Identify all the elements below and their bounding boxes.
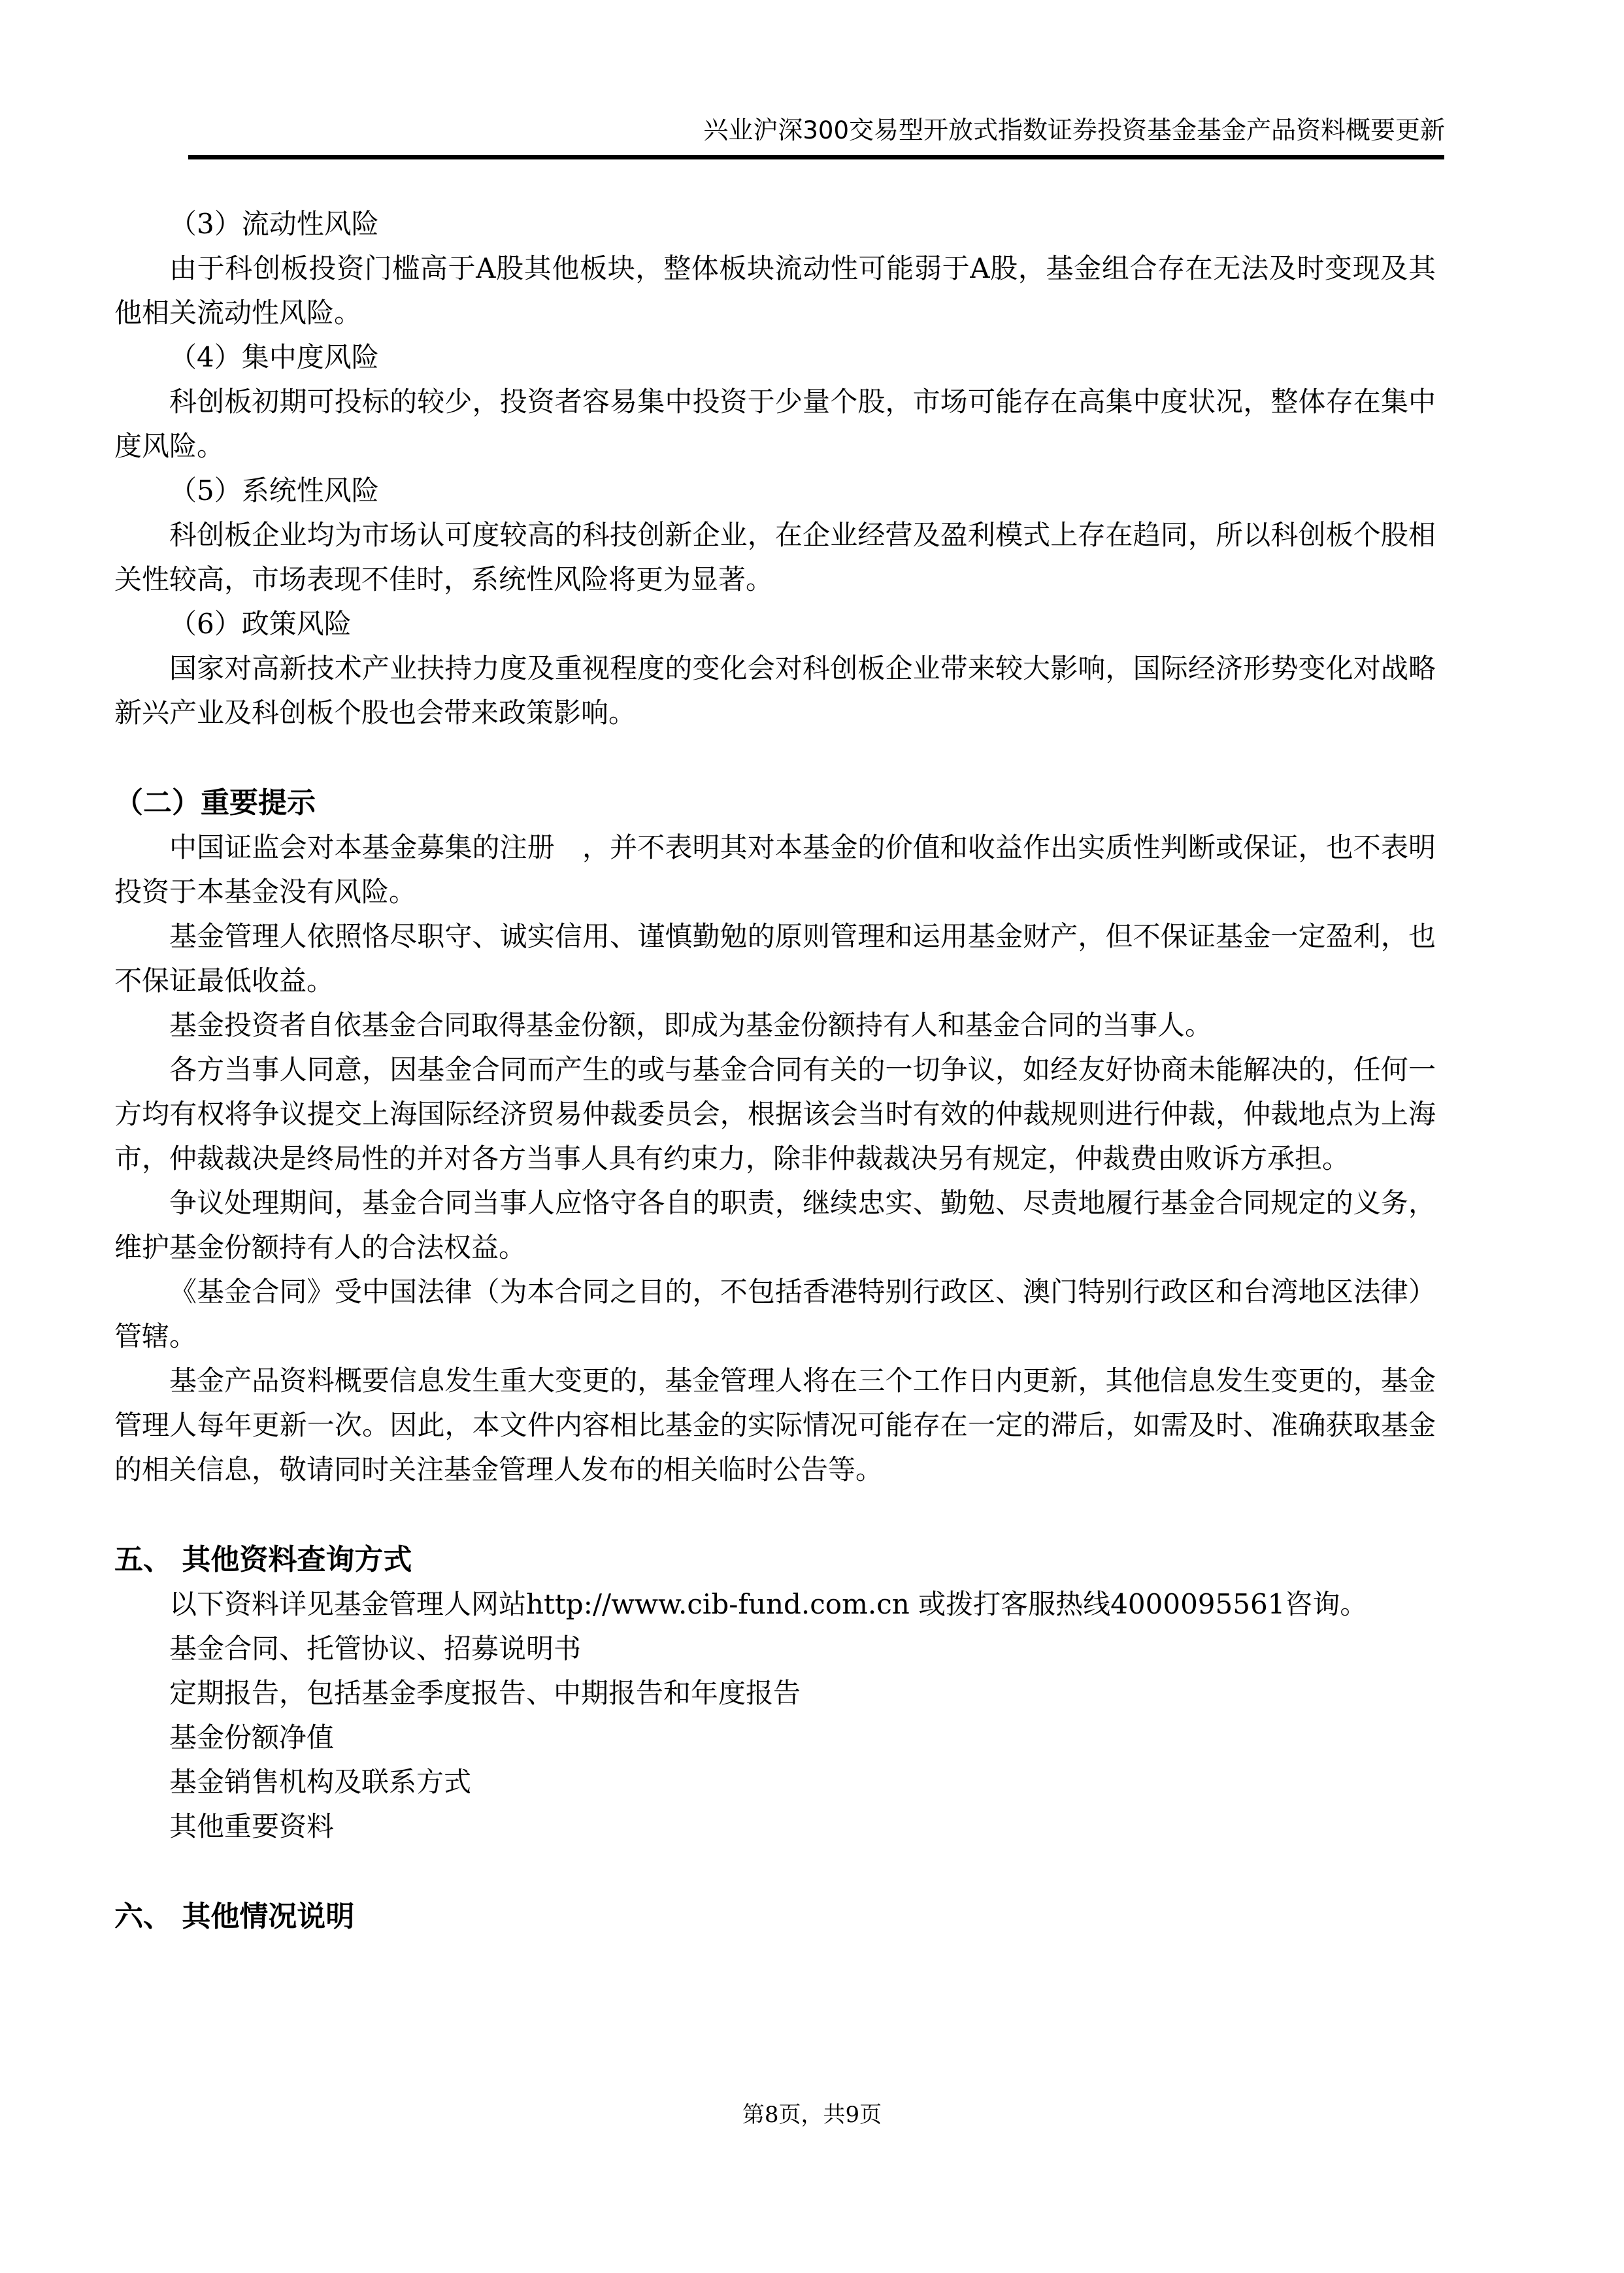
paragraph: 争议处理期间，基金合同当事人应恪守各自的职责，继续忠实、勤勉、尽责地履行基金合同规定的义务，维护基金份额持有人的合法权益。 bbox=[114, 1187, 1436, 1263]
document-header bbox=[114, 116, 1445, 144]
paragraph: 基金份额净值 bbox=[169, 1721, 335, 1753]
section-heading: （二）重要提示 bbox=[114, 786, 316, 820]
header-title-suffix: 交易型开放式指数证券投资基金基金产品资料概要更新 bbox=[848, 116, 1445, 144]
paragraph: 中国证监会对本基金募集的注册 ，并不表明其对本基金的价值和收益作出实质性判断或保证，也不表明投资于本基金没有风险。 bbox=[114, 831, 1436, 908]
page-footer bbox=[0, 2102, 1624, 2128]
document-body bbox=[114, 202, 1436, 1939]
section-heading: 六、 其他情况说明 bbox=[114, 1900, 355, 1933]
page-number: 第8页，共9页 bbox=[742, 2102, 882, 2128]
paragraph: 基金投资者自依基金合同取得基金份额，即成为基金份额持有人和基金合同的当事人。 bbox=[169, 1009, 1213, 1041]
paragraph: 基金合同、托管协议、招募说明书 bbox=[169, 1633, 582, 1665]
paragraph: 由于科创板投资门槛高于A股其他板块，整体板块流动性可能弱于A股，基金组合存在无法及时变现及其他相关流动性风险。 bbox=[114, 252, 1436, 329]
risk-subheading: （5）系统性风险 bbox=[169, 474, 379, 506]
paragraph: 其他重要资料 bbox=[169, 1810, 335, 1842]
paragraph: 国家对高新技术产业扶持力度及重视程度的变化会对科创板企业带来较大影响，国际经济形势变化对战略新兴产业及科创板个股也会带来政策影响。 bbox=[114, 652, 1436, 729]
paragraph: 定期报告，包括基金季度报告、中期报告和年度报告 bbox=[169, 1677, 801, 1709]
risk-subheading: （3）流动性风险 bbox=[169, 208, 379, 240]
risk-subheading: （4）集中度风险 bbox=[169, 341, 379, 373]
paragraph: 科创板初期可投标的较少，投资者容易集中投资于少量个股，市场可能存在高集中度状况，整体存在集中度风险。 bbox=[114, 386, 1436, 462]
header-title-prefix: 兴业沪深 bbox=[703, 116, 803, 144]
header-title-number: 300 bbox=[803, 116, 849, 144]
risk-subheading: （6）政策风险 bbox=[169, 608, 352, 640]
paragraph: 科创板企业均为市场认可度较高的科技创新企业，在企业经营及盈利模式上存在趋同，所以科创板个股相关性较高，市场表现不佳时，系统性风险将更为显著。 bbox=[114, 519, 1436, 595]
paragraph: 基金产品资料概要信息发生重大变更的，基金管理人将在三个工作日内更新，其他信息发生变更的，基金管理人每年更新一次。因此，本文件内容相比基金的实际情况可能存在一定的滞后，如需及时、准确获取基金的相关信息，敬请同时关注基金管理人发布的相关临时公告等。 bbox=[114, 1365, 1436, 1485]
paragraph: 以下资料详见基金管理人网站http://www.cib-fund.com.cn 或拨打客服热线4000095561咨询。 bbox=[169, 1588, 1368, 1620]
header-rule bbox=[188, 155, 1444, 159]
document-page bbox=[0, 116, 1624, 2128]
paragraph: 基金销售机构及联系方式 bbox=[169, 1766, 472, 1798]
paragraph: 各方当事人同意，因基金合同而产生的或与基金合同有关的一切争议，如经友好协商未能解决的，任何一方均有权将争议提交上海国际经济贸易仲裁委员会，根据该会当时有效的仲裁规则进行仲裁，仲裁地点为上海市，仲裁裁决是终局性的并对各方当事人具有约束力，除非仲裁裁决另有规定，仲裁费由败诉方承担。 bbox=[114, 1054, 1436, 1174]
paragraph: 《基金合同》受中国法律（为本合同之目的，不包括香港特别行政区、澳门特别行政区和台湾地区法律）管辖。 bbox=[114, 1276, 1436, 1352]
section-heading: 五、 其他资料查询方式 bbox=[114, 1543, 412, 1576]
paragraph: 基金管理人依照恪尽职守、诚实信用、谨慎勤勉的原则管理和运用基金财产，但不保证基金一定盈利，也不保证最低收益。 bbox=[114, 920, 1436, 997]
